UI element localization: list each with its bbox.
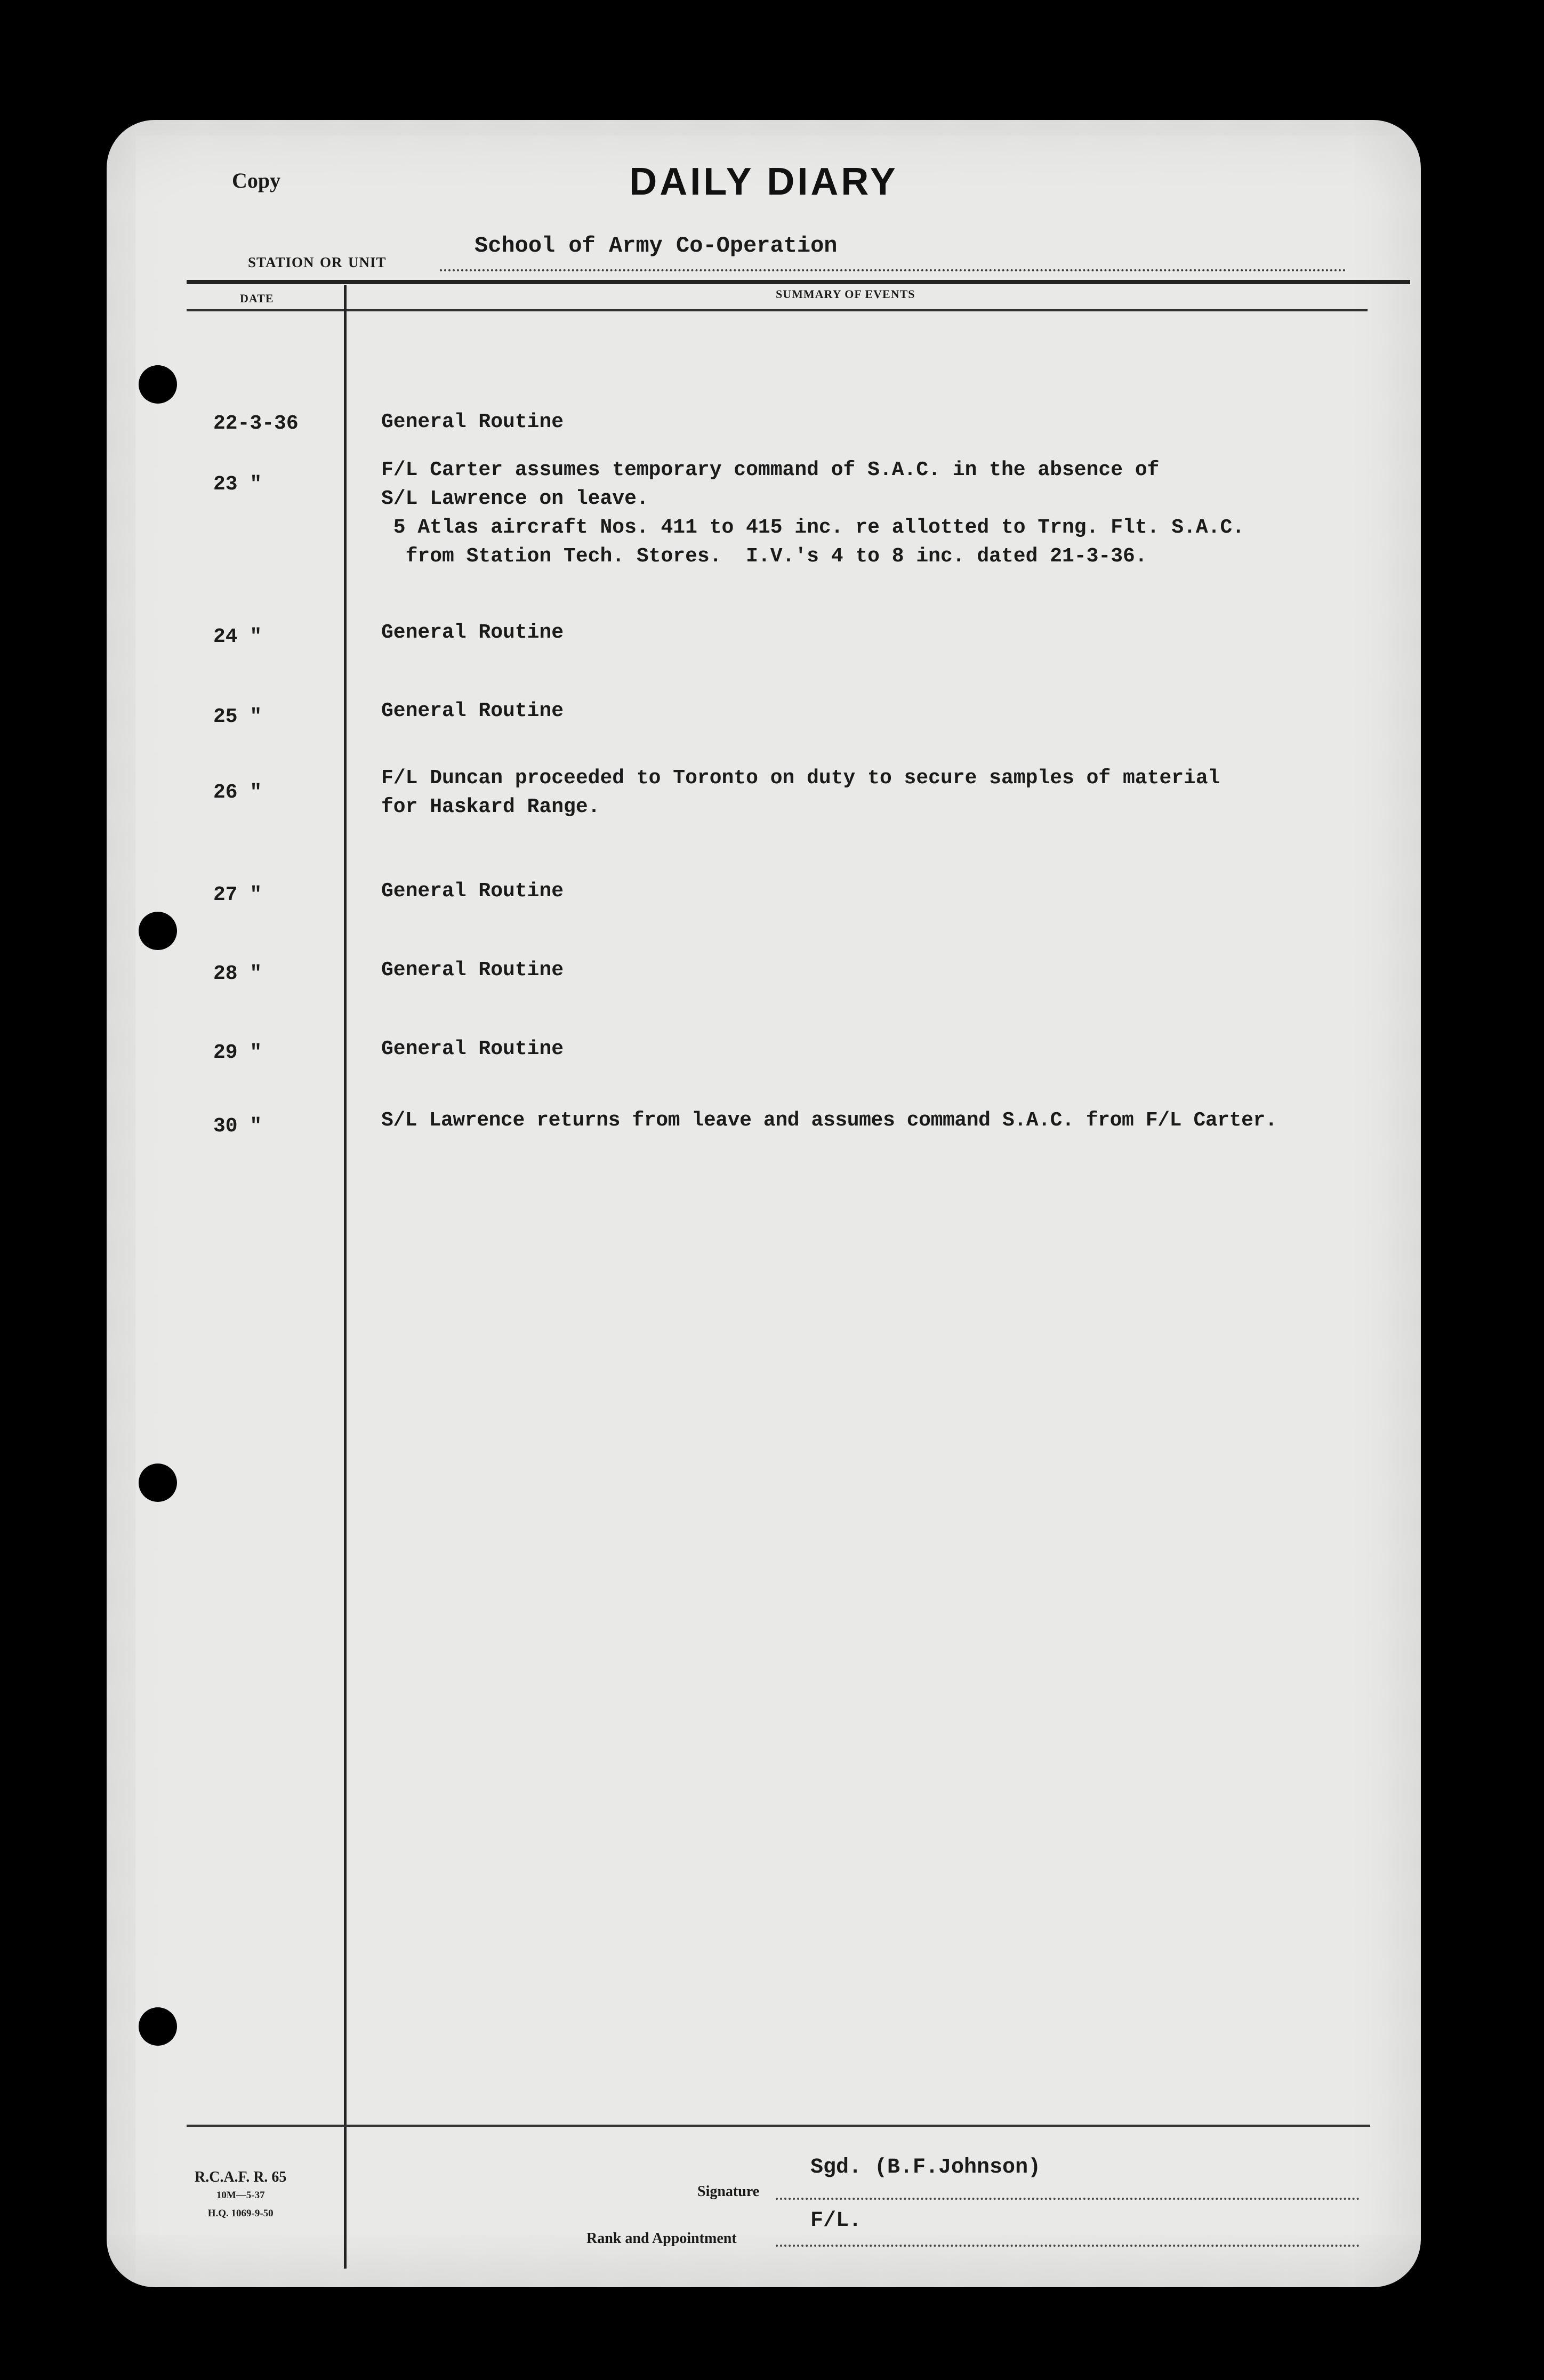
station-label-text: station or unit	[248, 250, 387, 272]
entry-event: General Routine	[381, 621, 564, 644]
station-dotted-line	[440, 269, 1346, 271]
entry-event: General Routine	[381, 699, 564, 722]
station-label	[248, 249, 387, 272]
rank-dotted-line	[776, 2245, 1360, 2247]
signature-label: Signature	[697, 2183, 760, 2200]
form-code-hq: H.Q. 1069-9-50	[207, 2208, 274, 2219]
entry-date: 23 "	[213, 473, 262, 496]
entry-event: General Routine	[381, 880, 564, 903]
column-divider	[344, 285, 347, 2269]
entry-date: 26 "	[213, 781, 262, 804]
rank-value: F/L.	[810, 2209, 862, 2233]
entry-date: 24 "	[213, 625, 262, 648]
entry-event: F/L Carter assumes temporary command of S.A.C. in the absence of S/L Lawrence on leave. 5 Atlas aircraft Nos. 411 to 415 inc. re allotted to Trng. Flt. S.A.C. from Station Tech. Stores. I.V.'s 4 to 8 inc. dated 21-3-36.	[381, 459, 1245, 568]
rank-label: Rank and Appointment	[586, 2230, 737, 2247]
diary-page	[107, 120, 1421, 2287]
header-rule	[187, 280, 1410, 284]
entry-date: 22-3-36	[213, 412, 299, 435]
entry-date: 25 "	[213, 705, 262, 728]
punch-hole	[139, 365, 177, 404]
entry-date: 27 "	[213, 883, 262, 906]
punch-hole	[139, 1464, 177, 1502]
punch-hole	[139, 2007, 177, 2046]
column-header-rule	[187, 309, 1368, 311]
entry-event: General Routine	[381, 1038, 564, 1060]
column-header-summary: SUMMARY OF EVENTS	[776, 287, 915, 301]
entry-event: F/L Duncan proceeded to Toronto on duty to secure samples of material for Haskard Range.	[381, 767, 1220, 818]
copy-label: Copy	[232, 168, 281, 192]
page-title: DAILY DIARY	[629, 160, 898, 203]
station-value: School of Army Co-Operation	[475, 233, 838, 259]
entry-event: S/L Lawrence returns from leave and assumes command S.A.C. from F/L Carter.	[381, 1109, 1277, 1132]
column-header-date: DATE	[240, 292, 274, 305]
entry-event: General Routine	[381, 411, 564, 433]
form-code	[195, 2168, 286, 2223]
footer-rule	[187, 2125, 1370, 2127]
entry-event: General Routine	[381, 959, 564, 982]
entry-date: 29 "	[213, 1041, 262, 1064]
entry-date: 30 "	[213, 1115, 262, 1138]
punch-hole	[139, 912, 177, 950]
form-code-number: R.C.A.F. R. 65	[195, 2169, 287, 2185]
signature-dotted-line	[776, 2198, 1360, 2200]
entry-date: 28 "	[213, 962, 262, 985]
form-code-print: 10M—5-37	[216, 2190, 265, 2201]
signature-value: Sgd. (B.F.Johnson)	[810, 2156, 1041, 2180]
